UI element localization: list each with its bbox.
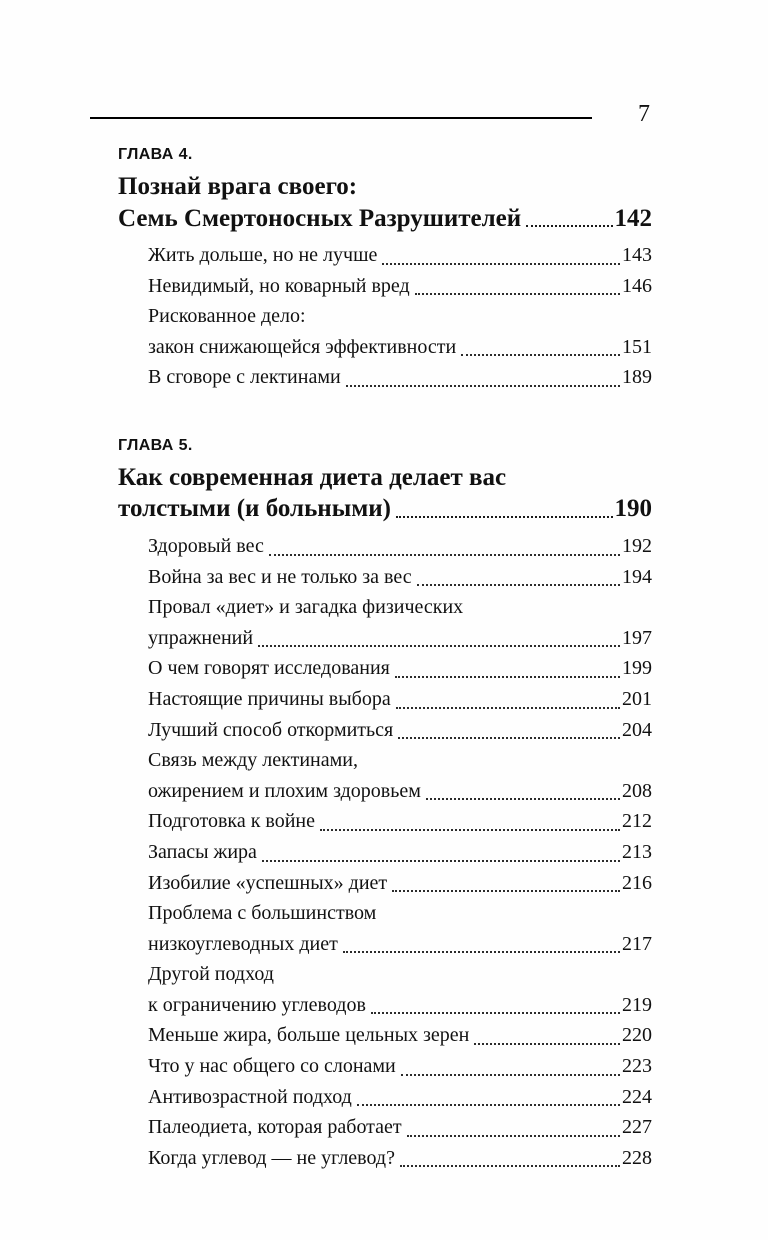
toc-entry-line: Провал «диет» и загадка физических: [148, 596, 464, 619]
toc-row-page: 213: [622, 840, 652, 863]
toc-row-page: 216: [622, 871, 652, 894]
toc-entry: [118, 1051, 652, 1082]
toc-row: [148, 806, 652, 837]
chapter-label: ГЛАВА 5.: [118, 436, 193, 454]
dot-leader: [401, 1051, 620, 1076]
toc-entry: [118, 362, 652, 393]
toc-entry-line: Связь между лектинами,: [148, 749, 358, 772]
toc-row-text: Здоровый вес: [148, 534, 264, 557]
toc-row: [148, 1143, 652, 1174]
toc-row-page: 217: [622, 932, 652, 955]
toc-row: [118, 493, 652, 525]
toc-entry: [118, 271, 652, 302]
toc-row-page: 151: [622, 335, 652, 358]
dot-leader: [396, 684, 620, 709]
toc-entry: [118, 1143, 652, 1174]
toc-row: [148, 1082, 652, 1113]
toc-row-text: Запасы жира: [148, 840, 257, 863]
toc-row-page: 227: [622, 1116, 652, 1139]
header-rule: [90, 117, 592, 119]
toc-row-text: Изобилие «успешных» диет: [148, 871, 388, 894]
toc-entry: [118, 1082, 652, 1113]
dot-leader: [415, 271, 620, 296]
dot-leader: [346, 362, 620, 387]
toc-row-text: Антивозрастной подход: [148, 1085, 352, 1108]
toc-row-text: Семь Смертоносных Разрушителей: [118, 204, 522, 232]
toc-row: [148, 240, 652, 271]
dot-leader: [395, 653, 620, 678]
toc-row-page: 201: [622, 687, 652, 710]
toc-entry: [118, 898, 652, 959]
toc-row: [148, 1020, 652, 1051]
toc-row-text: ожирением и плохим здоровьем: [148, 779, 421, 802]
toc-row-page: 143: [622, 244, 652, 266]
toc-entry: [118, 806, 652, 837]
chapter-entries: [118, 240, 652, 393]
dot-leader: [320, 806, 620, 831]
toc-row: [148, 684, 652, 715]
toc-row: [148, 929, 652, 960]
toc-row-page: 212: [622, 810, 652, 833]
toc-entry: [118, 592, 652, 653]
toc-entry: [118, 562, 652, 593]
toc-row: [148, 271, 652, 302]
toc-entry-line: Рискованное дело:: [148, 305, 306, 328]
toc-entry: [118, 745, 652, 806]
toc-row: [148, 562, 652, 593]
dot-leader: [343, 929, 620, 954]
toc-entry-line: Другой подход: [148, 963, 274, 986]
toc-entry: [118, 959, 652, 1020]
dot-leader: [371, 990, 620, 1015]
dot-leader: [357, 1082, 620, 1107]
toc-row-text: к ограничению углеводов: [148, 993, 366, 1016]
toc-entry: [118, 301, 652, 362]
toc-row-page: 220: [622, 1024, 652, 1047]
toc-entry: [118, 684, 652, 715]
toc-row: [148, 837, 652, 868]
toc-row-text: Подготовка к войне: [148, 810, 316, 833]
dot-leader: [392, 868, 620, 893]
toc-row-text: В сговоре с лектинами: [148, 366, 341, 389]
toc-row: [148, 1112, 652, 1143]
dot-leader: [396, 493, 613, 518]
toc-row-page: 197: [622, 626, 652, 649]
toc-row-page: 219: [622, 993, 652, 1016]
toc-row-page: 189: [622, 366, 652, 389]
toc-row: [148, 715, 652, 746]
toc-chapter: [118, 146, 652, 393]
toc-row-text: Что у нас общего со слонами: [148, 1055, 396, 1078]
toc-row-page: 223: [622, 1055, 652, 1078]
table-of-contents: [118, 146, 652, 1173]
toc-row-page: 228: [622, 1146, 652, 1169]
toc-row-page: 208: [622, 779, 652, 802]
dot-leader: [461, 332, 620, 357]
chapter-title-line: Как современная диета делает вас: [118, 463, 507, 491]
toc-row-text: Жить дольше, но не лучше: [148, 244, 378, 266]
dot-leader: [258, 623, 620, 648]
dot-leader: [407, 1112, 620, 1137]
toc-entry: [118, 837, 652, 868]
dot-leader: [400, 1143, 620, 1168]
toc-row-text: Меньше жира, больше цельных зерен: [148, 1024, 470, 1047]
toc-row-page: 199: [622, 657, 652, 680]
toc-row: [148, 362, 652, 393]
toc-row-text: Невидимый, но коварный вред: [148, 274, 410, 297]
page-number: 7: [638, 101, 650, 127]
dot-leader: [426, 776, 620, 801]
toc-row: [148, 623, 652, 654]
toc-entry: [118, 531, 652, 562]
toc-row: [148, 990, 652, 1021]
toc-row: [148, 776, 652, 807]
toc-entry: [118, 715, 652, 746]
toc-row-text: упражнений: [148, 626, 254, 649]
toc-row-text: Когда углевод — не углевод?: [148, 1146, 395, 1169]
toc-row: [148, 531, 652, 562]
toc-row-page: 194: [622, 565, 652, 588]
toc-row: [148, 653, 652, 684]
chapter-entries: [118, 531, 652, 1173]
toc-row: [148, 868, 652, 899]
toc-row-page: 192: [622, 534, 652, 557]
dot-leader: [269, 531, 620, 556]
page-header: [118, 102, 652, 126]
toc-row: [148, 1051, 652, 1082]
toc-entry: [118, 653, 652, 684]
toc-entry-line: Проблема с большинством: [148, 902, 377, 925]
toc-entry: [118, 1112, 652, 1143]
chapter-title-line: Познай врага своего:: [118, 173, 358, 200]
dot-leader: [526, 203, 612, 228]
dot-leader: [398, 715, 620, 740]
toc-row-page: 146: [622, 274, 652, 297]
dot-leader: [474, 1020, 620, 1045]
toc-row: [148, 332, 652, 363]
toc-row-page: 204: [622, 718, 652, 741]
chapter-title: [118, 462, 652, 525]
chapter-label: ГЛАВА 4.: [118, 146, 193, 163]
toc-row-text: Война за вес и не только за вес: [148, 565, 412, 588]
toc-entry: [118, 240, 652, 271]
dot-leader: [382, 240, 620, 265]
dot-leader: [262, 837, 620, 862]
toc-row-text: Настоящие причины выбора: [148, 687, 391, 710]
toc-row-text: закон снижающейся эффективности: [148, 335, 457, 358]
chapter-title: [118, 171, 652, 234]
toc-entry: [118, 868, 652, 899]
toc-row-page: 142: [614, 204, 652, 232]
toc-row-text: низкоуглеводных диет: [148, 932, 338, 955]
toc-row-text: толстыми (и больными): [118, 495, 391, 523]
toc-row: [118, 203, 652, 235]
toc-row-text: О чем говорят исследования: [148, 657, 390, 680]
dot-leader: [417, 562, 620, 587]
toc-entry: [118, 1020, 652, 1051]
toc-row-text: Палеодиета, которая работает: [148, 1116, 402, 1139]
toc-row-text: Лучший способ откормиться: [148, 718, 394, 741]
toc-chapter: [118, 437, 652, 1173]
toc-row-page: 224: [622, 1085, 652, 1108]
toc-row-page: 190: [614, 495, 652, 523]
